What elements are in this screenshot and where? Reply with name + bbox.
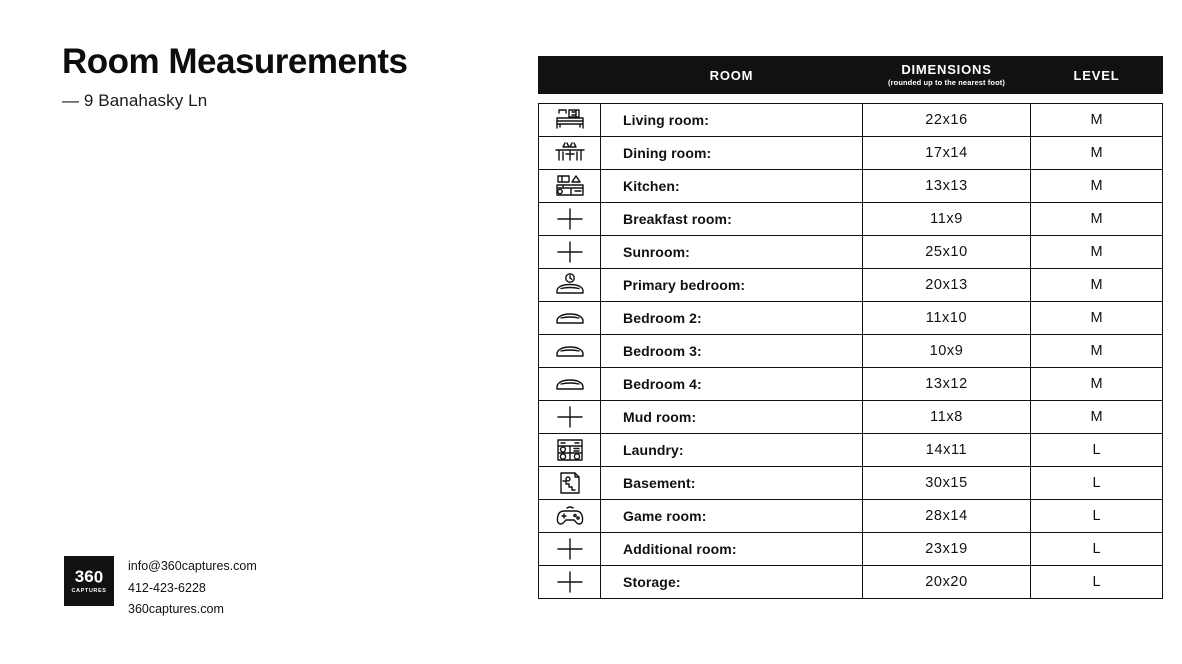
room-dimensions-cell: 23x19: [863, 533, 1031, 566]
room-name-cell: Laundry:: [601, 434, 863, 467]
table-row: [539, 137, 1163, 170]
table-spacer-row: [539, 94, 1163, 104]
dining-table-icon: [539, 137, 601, 170]
table-row: [539, 467, 1163, 500]
column-header-icon: [539, 57, 601, 94]
table-row: [539, 170, 1163, 203]
table-row: [539, 368, 1163, 401]
room-dimensions-cell: 10x9: [863, 335, 1031, 368]
table-row: [539, 533, 1163, 566]
table-row: [539, 500, 1163, 533]
column-header-dimensions-label: DIMENSIONS: [901, 61, 992, 77]
room-name-cell: Basement:: [601, 467, 863, 500]
room-level-cell: L: [1031, 566, 1163, 599]
room-level-cell: M: [1031, 236, 1163, 269]
table-row: [539, 269, 1163, 302]
room-level-cell: L: [1031, 467, 1163, 500]
room-dimensions-cell: 11x8: [863, 401, 1031, 434]
room-measurements-table: [538, 56, 1120, 599]
room-dimensions-cell: 30x15: [863, 467, 1031, 500]
logo-mark: [75, 568, 103, 585]
room-level-cell: M: [1031, 137, 1163, 170]
plus-icon: [539, 566, 601, 599]
room-level-cell: L: [1031, 500, 1163, 533]
room-dimensions-cell: 14x11: [863, 434, 1031, 467]
bed-clock-icon: [539, 269, 601, 302]
room-name-cell: Game room:: [601, 500, 863, 533]
room-level-cell: M: [1031, 269, 1163, 302]
logo-caption: CAPTURES: [71, 588, 107, 594]
room-dimensions-cell: 13x13: [863, 170, 1031, 203]
room-name-cell: Kitchen:: [601, 170, 863, 203]
contact-phone[interactable]: 412-423-6228: [128, 580, 206, 595]
title-block: [62, 44, 502, 111]
room-dimensions-cell: 20x20: [863, 566, 1031, 599]
bed-icon: [539, 368, 601, 401]
plus-icon: [539, 401, 601, 434]
room-level-cell: L: [1031, 533, 1163, 566]
company-logo: [64, 556, 114, 606]
room-name-cell: Dining room:: [601, 137, 863, 170]
room-level-cell: M: [1031, 104, 1163, 137]
room-name-cell: Additional room:: [601, 533, 863, 566]
contact-email[interactable]: info@360captures.com: [128, 559, 257, 573]
room-name-cell: Breakfast room:: [601, 203, 863, 236]
column-header-dimensions-note: (rounded up to the nearest foot): [888, 78, 1005, 88]
basement-icon: [539, 467, 601, 500]
room-name-cell: Storage:: [601, 566, 863, 599]
table-row: [539, 236, 1163, 269]
plus-icon: [539, 236, 601, 269]
room-dimensions-cell: 17x14: [863, 137, 1031, 170]
room-level-cell: L: [1031, 434, 1163, 467]
room-level-cell: M: [1031, 335, 1163, 368]
table-body: [539, 94, 1163, 599]
room-name-cell: Bedroom 2:: [601, 302, 863, 335]
table-header: [539, 57, 1163, 94]
room-name-cell: Bedroom 3:: [601, 335, 863, 368]
logo-text-bottom: 0: [93, 567, 104, 586]
contact-info: [128, 556, 257, 621]
column-header-dimensions: [863, 57, 1031, 94]
room-name-cell: Living room:: [601, 104, 863, 137]
bed-icon: [539, 335, 601, 368]
room-dimensions-cell: 22x16: [863, 104, 1031, 137]
table-row: [539, 104, 1163, 137]
room-dimensions-cell: 25x10: [863, 236, 1031, 269]
room-level-cell: M: [1031, 302, 1163, 335]
room-dimensions-cell: 11x10: [863, 302, 1031, 335]
kitchen-icon: [539, 170, 601, 203]
room-dimensions-cell: 11x9: [863, 203, 1031, 236]
room-name-cell: Primary bedroom:: [601, 269, 863, 302]
page-title: Room Measurements: [62, 42, 408, 81]
room-name-cell: Sunroom:: [601, 236, 863, 269]
room-level-cell: M: [1031, 368, 1163, 401]
page-subtitle: — 9 Banahasky Ln: [62, 90, 208, 110]
room-dimensions-cell: 20x13: [863, 269, 1031, 302]
room-name-cell: Bedroom 4:: [601, 368, 863, 401]
column-header-room: ROOM: [601, 57, 863, 94]
sofa-icon: [539, 104, 601, 137]
table-row: [539, 335, 1163, 368]
plus-icon: [539, 533, 601, 566]
table-row: [539, 401, 1163, 434]
laundry-icon: [539, 434, 601, 467]
table-row: [539, 434, 1163, 467]
table-header-row: [539, 57, 1163, 94]
room-level-cell: M: [1031, 170, 1163, 203]
table-row: [539, 302, 1163, 335]
room-dimensions-cell: 13x12: [863, 368, 1031, 401]
plus-icon: [539, 203, 601, 236]
column-header-level: LEVEL: [1031, 57, 1163, 94]
room-name-cell: Mud room:: [601, 401, 863, 434]
contact-website[interactable]: 360captures.com: [128, 602, 224, 616]
room-dimensions-cell: 28x14: [863, 500, 1031, 533]
gamepad-icon: [539, 500, 601, 533]
footer-branding: [64, 556, 257, 621]
table-row: [539, 203, 1163, 236]
table-row: [539, 566, 1163, 599]
bed-icon: [539, 302, 601, 335]
room-level-cell: M: [1031, 203, 1163, 236]
logo-text-top: 36: [74, 567, 94, 586]
room-level-cell: M: [1031, 401, 1163, 434]
